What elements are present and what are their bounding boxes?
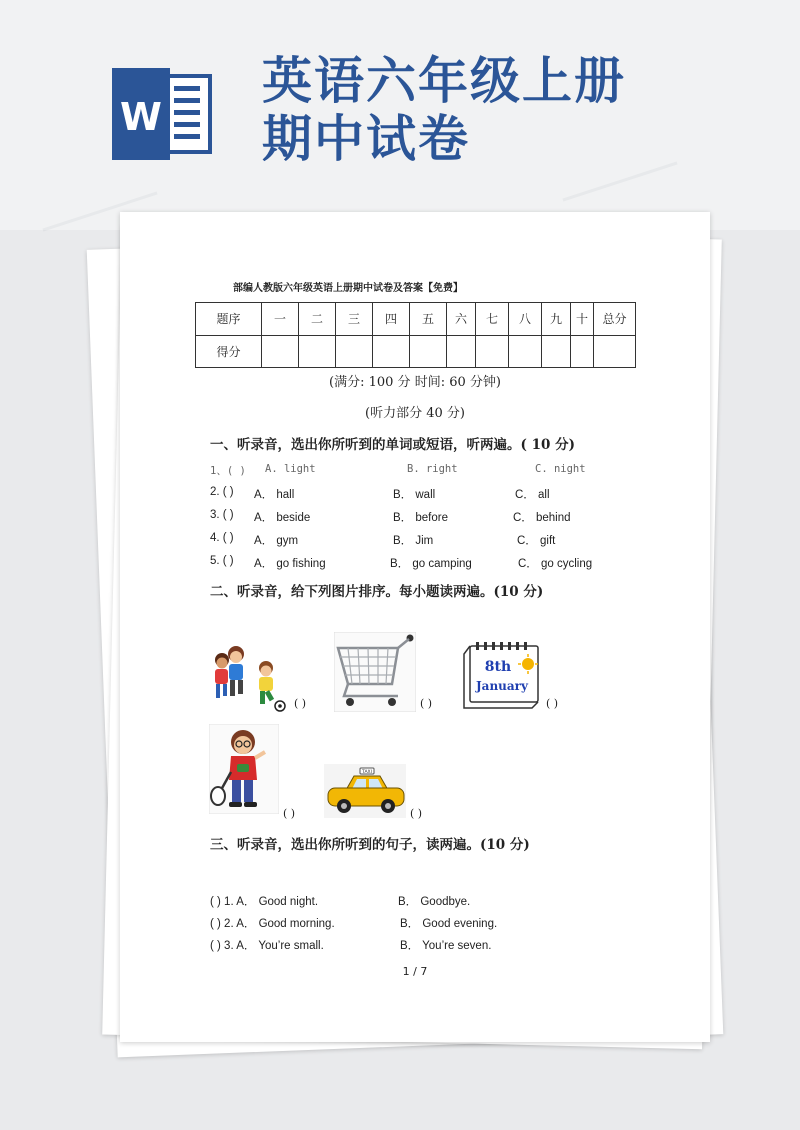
section-label: (听力部分 40 分)	[365, 406, 465, 421]
score-cell[interactable]	[594, 335, 636, 368]
calendar-picture	[462, 640, 542, 710]
table-cell: 七	[476, 303, 509, 336]
children-football-picture	[208, 640, 288, 712]
option-b: B． wall	[393, 489, 436, 501]
part2-heading: 二、听录音，给下列图片排序。每小题读两遍。(10 分)	[210, 584, 544, 600]
question-row	[210, 893, 690, 911]
score-cell[interactable]	[410, 335, 447, 368]
option-a: A. light	[265, 463, 316, 475]
score-cell[interactable]	[447, 335, 476, 368]
shopping-cart-picture	[334, 632, 416, 712]
option-a: A． gym	[254, 535, 299, 547]
answer-blank[interactable]: ( )	[283, 807, 296, 820]
option-b: B． You’re seven.	[400, 940, 492, 952]
table-cell: 得分	[196, 335, 262, 368]
calendar-month: January	[476, 679, 528, 693]
score-table	[195, 302, 636, 368]
part3-heading: 三、听录音，选出你所听到的句子，读两遍。(10 分)	[210, 837, 530, 853]
question-row	[210, 486, 690, 504]
headline-line-2: 期中试卷	[262, 109, 470, 168]
option-a: A． beside	[254, 512, 311, 524]
score-cell[interactable]	[476, 335, 509, 368]
question-row	[210, 532, 690, 550]
document-title: 部编人教版六年级英语上册期中试卷及答案【免费】	[233, 283, 463, 294]
score-cell[interactable]	[509, 335, 542, 368]
taxi-sign: TAXI	[362, 770, 372, 775]
score-cell[interactable]	[336, 335, 373, 368]
banner-headline	[262, 52, 626, 168]
table-cell: 九	[542, 303, 571, 336]
question-number: 1、( )	[210, 465, 246, 477]
exam-meta: (满分: 100 分 时间: 60 分钟)	[329, 375, 501, 390]
question-row	[210, 937, 690, 955]
score-cell[interactable]	[571, 335, 594, 368]
table-cell: 题序	[196, 303, 262, 336]
page-number: 1 / 7	[402, 965, 428, 978]
part1-heading: 一、听录音，选出你所听到的单词或短语，听两遍。( 10 分)	[210, 437, 575, 453]
option-b: B． go camping	[390, 558, 472, 570]
answer-blank[interactable]: ( )	[420, 697, 433, 710]
score-cell[interactable]	[542, 335, 571, 368]
table-cell: 总分	[594, 303, 636, 336]
document-page	[120, 212, 710, 1042]
table-cell: 三	[336, 303, 373, 336]
option-a: A． go fishing	[254, 558, 326, 570]
score-cell[interactable]	[299, 335, 336, 368]
question-row	[210, 509, 690, 527]
option-b: B． Good evening.	[400, 918, 498, 930]
question-number: ( ) 2. A． Good morning.	[210, 918, 335, 930]
word-document-icon	[112, 68, 212, 160]
table-cell: 四	[373, 303, 410, 336]
answer-blank[interactable]: ( )	[294, 697, 307, 710]
question-row	[210, 555, 690, 573]
option-c: C. night	[535, 463, 586, 475]
table-cell: 二	[299, 303, 336, 336]
calendar-day: 8th	[484, 659, 512, 675]
question-row	[210, 915, 690, 933]
boy-tennis-picture	[209, 724, 279, 814]
option-a: A． hall	[254, 489, 295, 501]
option-b: B． Goodbye.	[398, 896, 471, 908]
score-table-score-row	[196, 335, 636, 368]
option-c: C． go cycling	[518, 558, 593, 570]
logo-letter: W	[120, 95, 162, 139]
question-number: ( ) 3. A． You’re small.	[210, 940, 324, 952]
table-cell: 一	[262, 303, 299, 336]
table-cell: 五	[410, 303, 447, 336]
question-number: 2. ( )	[210, 486, 234, 498]
option-b: B. right	[407, 463, 458, 475]
question-number: 4. ( )	[210, 532, 234, 544]
option-c: C． all	[515, 489, 550, 501]
table-cell: 六	[447, 303, 476, 336]
option-c: C． gift	[517, 535, 556, 547]
score-cell[interactable]	[262, 335, 299, 368]
table-cell: 八	[509, 303, 542, 336]
table-cell: 十	[571, 303, 594, 336]
question-number: 3. ( )	[210, 509, 234, 521]
score-cell[interactable]	[373, 335, 410, 368]
question-number: 5. ( )	[210, 555, 234, 567]
question-number: ( ) 1. A． Good night.	[210, 896, 319, 908]
score-table-header-row	[196, 303, 636, 336]
option-b: B． Jim	[393, 535, 434, 547]
option-b: B． before	[393, 512, 448, 524]
taxi-picture	[324, 764, 406, 818]
answer-blank[interactable]: ( )	[410, 807, 423, 820]
answer-blank[interactable]: ( )	[546, 697, 559, 710]
question-row	[210, 463, 690, 481]
option-c: C． behind	[513, 512, 571, 524]
headline-line-1: 英语六年级上册	[262, 51, 626, 110]
